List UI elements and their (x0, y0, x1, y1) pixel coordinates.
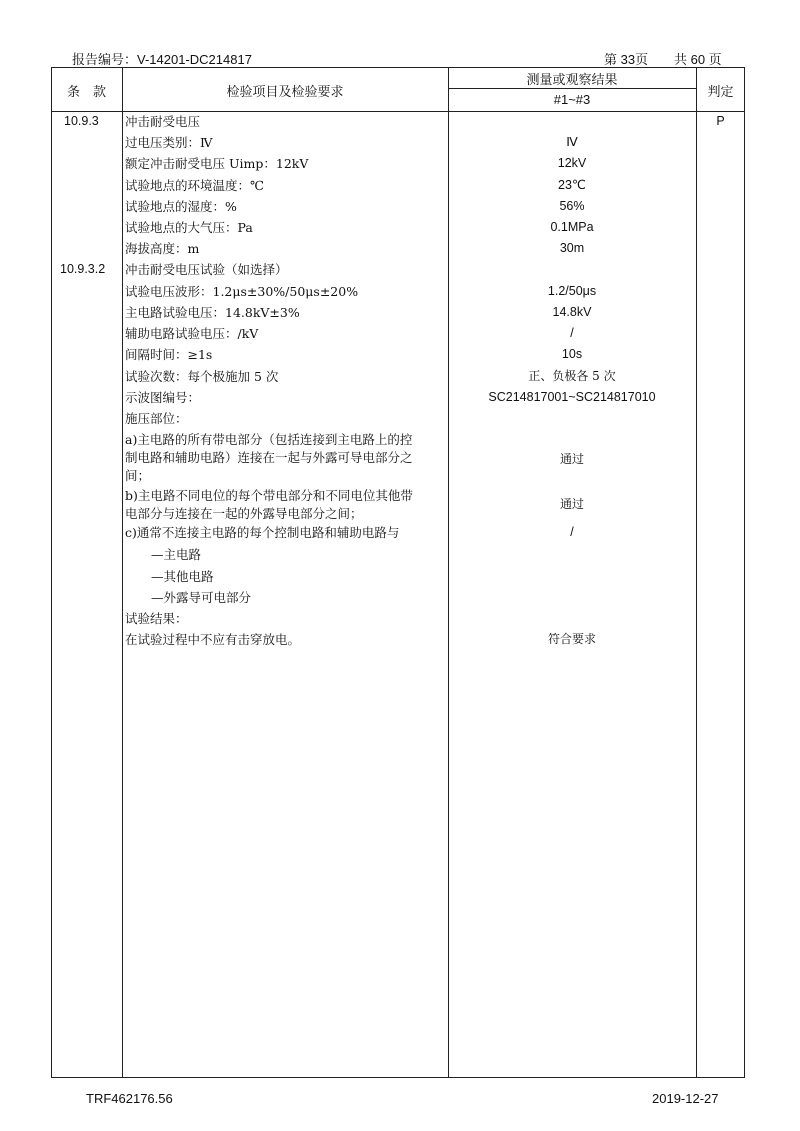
requirement-line: 间隔时间：≥1s (125, 347, 213, 362)
requirement-line: 示波图编号： (125, 390, 201, 405)
requirement-line: 施压部位： (125, 411, 188, 426)
requirement-line: 主电路试验电压：14.8kV±3% (125, 305, 300, 320)
requirement-line: 间； (125, 468, 151, 483)
result-value: 通过 (559, 452, 584, 466)
result-value: Ⅳ (566, 135, 578, 149)
header-divider (448, 88, 696, 89)
result-value: / (570, 326, 574, 340)
issue-date: 2019-12-27 (652, 1091, 719, 1106)
requirement-line: 制电路和辅助电路）连接在一起与外露可导电部分之 (125, 450, 413, 465)
clause-header: 条 款 (66, 84, 106, 99)
verdict: P (716, 114, 725, 128)
requirement-line: 过电压类别：Ⅳ (125, 135, 213, 150)
requirement-line: 额定冲击耐受电压 Uimp：12kV (125, 156, 309, 171)
requirement-line: 试验地点的环境温度：℃ (125, 178, 264, 193)
requirement-line: 试验地点的湿度：% (125, 199, 237, 214)
requirement-line: —主电路 (151, 547, 202, 562)
result-value: 通过 (559, 497, 584, 511)
clause-number: 10.9.3.2 (60, 262, 106, 276)
requirement-line: 试验结果： (125, 611, 188, 626)
requirement-line: —外露导可电部分 (151, 590, 252, 605)
requirement-line: 电部分与连接在一起的外露导电部分之间； (125, 506, 363, 521)
requirement-line: 试验次数：每个极施加 5 次 (125, 369, 279, 384)
requirement-line: 辅助电路试验电压：/kV (125, 326, 259, 341)
requirement-line: a)主电路的所有带电部分（包括连接到主电路上的控 (125, 432, 413, 447)
column-divider (696, 67, 697, 1078)
item-header: 检验项目及检验要求 (226, 84, 344, 99)
verdict-header: 判定 (707, 84, 734, 99)
column-divider (122, 67, 123, 1078)
requirement-line: —其他电路 (151, 569, 214, 584)
clause-number: 10.9.3 (64, 114, 99, 128)
requirement-line: 试验地点的大气压：Pa (125, 220, 253, 235)
result-value: 14.8kV (552, 305, 592, 319)
result-value: 56% (559, 199, 585, 213)
result-value: 30m (559, 241, 585, 255)
requirement-line: 冲击耐受电压 (125, 114, 201, 129)
page-number: 第 33页 (604, 52, 649, 67)
requirement-line: 试验电压波形：1.2μs±30%/50μs±20% (125, 284, 359, 299)
page-total: 共 60 页 (674, 52, 722, 67)
result-value: 正、负极各 5 次 (528, 369, 616, 383)
sample-header: #1~#3 (553, 92, 591, 107)
result-value: 符合要求 (547, 632, 596, 646)
result-value: 23℃ (558, 178, 586, 192)
requirement-line: 海拔高度：m (125, 241, 200, 256)
requirement-line: 冲击耐受电压试验（如选择） (125, 262, 288, 277)
requirement-line: c)通常不连接主电路的每个控制电路和辅助电路与 (125, 525, 400, 540)
requirement-line: b)主电路不同电位的每个带电部分和不同电位其他带 (125, 488, 413, 503)
report-number: 报告编号：V-14201-DC214817 (72, 52, 252, 67)
requirement-line: 在试验过程中不应有击穿放电。 (125, 632, 301, 647)
result-value: 1.2/50μs (547, 284, 597, 298)
result-value: SC214817001~SC214817010 (488, 390, 656, 404)
result-value: / (570, 525, 574, 539)
result-value: 10s (561, 347, 583, 361)
form-number: TRF462176.56 (86, 1091, 173, 1106)
result-header: 测量或观察结果 (526, 72, 618, 87)
result-value: 0.1MPa (550, 220, 594, 234)
result-value: 12kV (557, 156, 587, 170)
